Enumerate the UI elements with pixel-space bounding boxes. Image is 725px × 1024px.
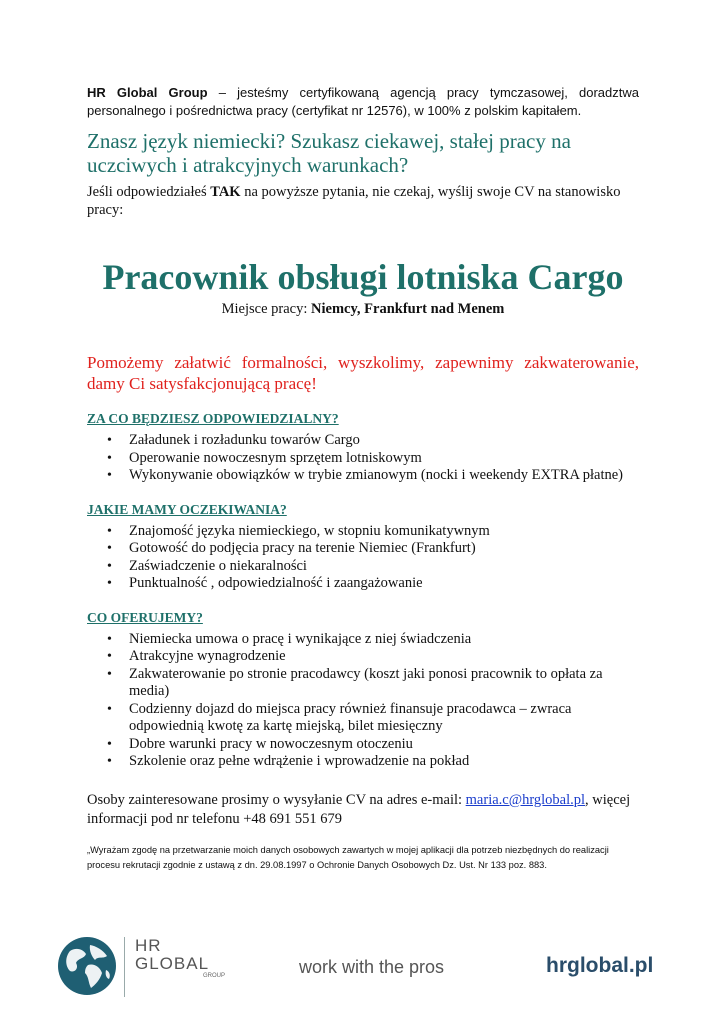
section-title: JAKIE MAMY OCZEKIWANIA? — [87, 501, 287, 517]
slogan: work with the pros — [299, 957, 445, 977]
section-expectations — [87, 502, 639, 593]
lead-before: Jeśli odpowiedziałeś — [87, 184, 211, 200]
list-item: • Szkolenie oraz pełne wdrążenie i wprowadzenie na pokład — [129, 753, 639, 771]
bullet-list — [87, 432, 639, 485]
list-item: • Punktualność , odpowiedzialność i zaangażowanie — [129, 575, 639, 593]
globe-icon — [56, 935, 118, 997]
logo-group: GROUP — [203, 973, 226, 979]
logo-hr: HR — [135, 936, 162, 955]
list-item: • Zaświadczenie o niekaralności — [129, 558, 639, 576]
location-value: Niemcy, Frankfurt nad Menem — [311, 301, 505, 317]
section-title: CO OFERUJEMY? — [87, 609, 203, 625]
contact-paragraph — [87, 791, 639, 829]
intro-text: – jesteśmy certyfikowaną agencją pracy tymczasowej, doradztwa personalnego i pośrednictwa pracy (certyfikat nr 12576), w 100% z polskim kapitałem. — [87, 85, 639, 118]
list-item: • Znajomość języka niemieckiego, w stopniu komunikatywnym — [129, 523, 639, 541]
document-body — [87, 84, 639, 873]
list-item: • Codzienny dojazd do miejsca pracy również finansuje pracodawca – zwraca odpowiednią kwotę za kartę miejską, bilet miesięczny — [129, 701, 639, 736]
bullet-list — [87, 631, 639, 771]
job-title: Pracownik obsługi lotniska Cargo — [102, 257, 624, 297]
list-item: • Atrakcyjne wynagrodzenie — [129, 648, 639, 666]
list-item: • Wykonywanie obowiązków w trybie zmianowym (nocki i weekendy EXTRA płatne) — [129, 467, 639, 485]
list-item: • Operowanie nowoczesnym sprzętem lotniskowym — [129, 450, 639, 468]
contact-after: , więcej informacji pod nr telefonu +48 691 551 679 — [87, 791, 631, 827]
section-title: ZA CO BĘDZIESZ ODPOWIEDZIALNY? — [87, 411, 339, 426]
brand-logo — [124, 937, 225, 997]
footer — [56, 935, 656, 999]
lead-bold: TAK — [210, 184, 241, 200]
location-label: Miejsce pracy: — [221, 301, 312, 317]
contact-before: Osoby zainteresowane prosimy o wysyłanie CV na adres e-mail: — [87, 791, 466, 808]
promise-text: Pomożemy załatwić formalności, wyszkolimy, zapewnimy zakwaterowanie, damy Ci satysfakcjonującą pracę! — [87, 353, 639, 393]
list-item: • Dobre warunki pracy w nowoczesnym otoczeniu — [129, 736, 639, 754]
job-location — [87, 301, 639, 318]
intro-paragraph — [87, 84, 639, 120]
section-responsibilities — [87, 411, 639, 485]
list-item: • Załadunek i rozładunku towarów Cargo — [129, 432, 639, 450]
list-item: • Niemiecka umowa o pracę i wynikające z niej świadczenia — [129, 631, 639, 649]
consent-clause: „Wyrażam zgodę na przetwarzanie moich danych osobowych zawartych w mojej aplikacji dla potrzeb niezbędnych do realizacji procesu rekrutacji zgodnie z ustawą z dn. 29.08.1997 o Ochronie Danych Osobowych Dz. Ust. Nr 133 poz. 883. — [87, 844, 609, 870]
list-item: • Gotowość do podjęcia pracy na terenie Niemiec (Frankfurt) — [129, 540, 639, 558]
email-link[interactable]: maria.c@hrglobal.pl — [465, 791, 586, 808]
company-name: HR Global Group — [87, 85, 208, 100]
bullet-list — [87, 523, 639, 593]
lead-after: na powyższe pytania, nie czekaj, wyślij swoje CV na stanowisko pracy: — [87, 184, 621, 218]
lead-paragraph — [87, 183, 639, 219]
logo-global: GLOBAL — [135, 954, 210, 973]
headline: Znasz język niemiecki? Szukasz ciekawej, stałej pracy na uczciwych i atrakcyjnych warunkach? — [87, 129, 571, 177]
website[interactable]: hrglobal.pl — [546, 954, 654, 977]
list-item: • Zakwaterowanie po stronie pracodawcy (koszt jaki ponosi pracownik to opłata za media) — [129, 666, 639, 701]
section-offer — [87, 610, 639, 771]
